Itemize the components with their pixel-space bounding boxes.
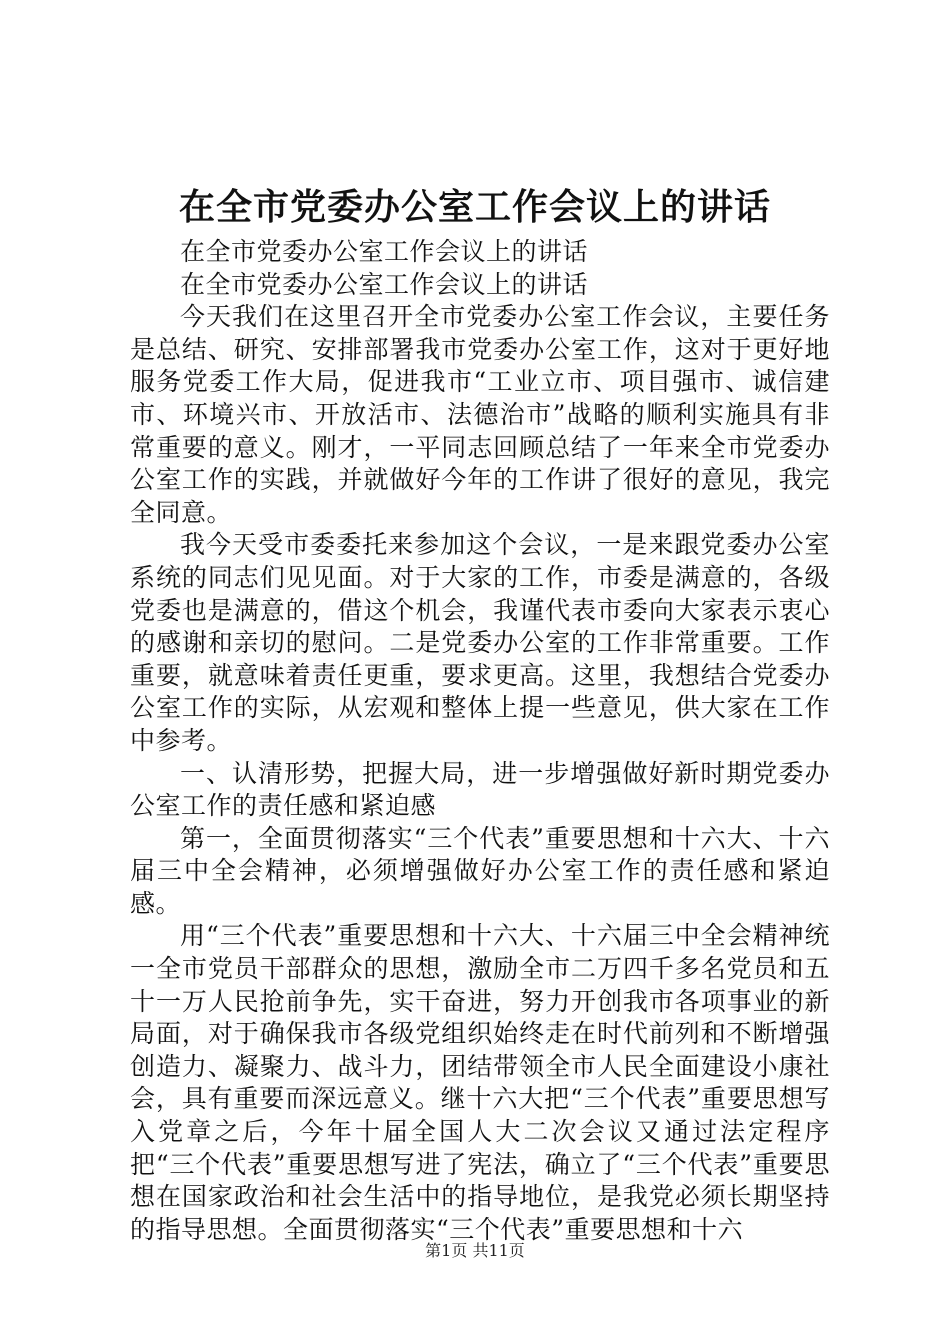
page-number-footer: 第1页 共11页 (425, 1241, 525, 1260)
subtitle-line-1: 在全市党委办公室工作会议上的讲话 (180, 237, 589, 266)
section-heading-1: 一、认清形势，把握大局，进一步增强做好新时期党委办公室工作的责任感和紧迫感 (130, 758, 830, 821)
document-title: 在全市党委办公室工作会议上的讲话 (178, 186, 771, 228)
body-paragraph-three-represents: 用“三个代表”重要思想和十六大、十六届三中全会精神统一全市党员干部群众的思想，激励全市二万四千多名党员和五十一万人民抢前争先，实干奋进，努力开创我市各项事业的新局面，对于确保我市各级党组织始终走在时代前列和不断增强创造力、凝聚力、战斗力，团结带领全市人民全面建设小康社会，具有重要而深远意义。继十六大把“三个代表”重要思想写入党章之后，今年十届全国人大二次会议又通过法定程序把“三个代表”重要思想写进了宪法，确立了“三个代表”重要思想在国家政治和社会生活中的指导地位，是我党必须长期坚持的指导思想。全面贯彻落实“三个代表”重要思想和十六 (130, 921, 830, 1244)
subtitle-line-2: 在全市党委办公室工作会议上的讲话 (180, 269, 589, 299)
body-paragraph-first-point: 第一，全面贯彻落实“三个代表”重要思想和十六大、十六届三中全会精神，必须增强做好办公室工作的责任感和紧迫感。 (130, 823, 830, 918)
document-body (130, 236, 830, 1246)
body-paragraph-intro: 今天我们在这里召开全市党委办公室工作会议，主要任务是总结、研究、安排部署我市党委办公室工作，这对于更好地服务党委工作大局，促进我市“工业立市、项目强市、诚信建市、环境兴市、开放活市、法德治市”战略的顺利实施具有非常重要的意义。刚才，一平同志回顾总结了一年来全市党委办公室工作的实践，并就做好今年的工作讲了很好的意见，我完全同意。 (130, 302, 830, 527)
body-paragraph-purpose: 我今天受市委委托来参加这个会议，一是来跟党委办公室系统的同志们见见面。对于大家的工作，市委是满意的，各级党委也是满意的，借这个机会，我谨代表市委向大家表示衷心的感谢和亲切的慰问。二是党委办公室的工作非常重要。工作重要，就意味着责任更重，要求更高。这里，我想结合党委办公室工作的实际，从宏观和整体上提一些意见，供大家在工作中参考。 (130, 530, 830, 755)
